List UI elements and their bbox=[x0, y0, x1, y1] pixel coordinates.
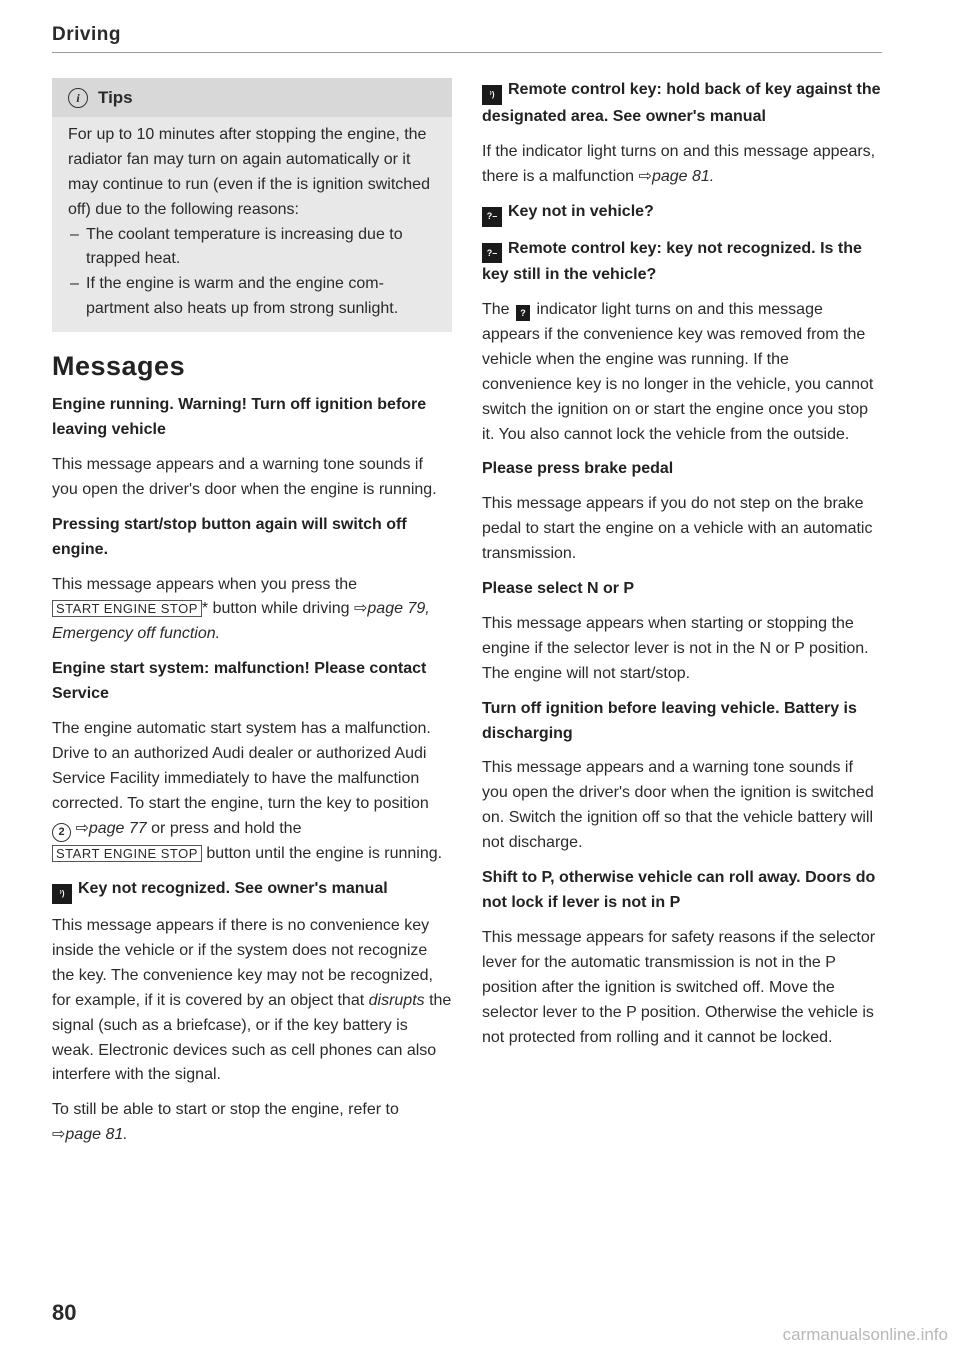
message-body: This message appears and a warning tone sounds if you open the driver's door when the ignition is switched on. Switch the ignition off so that the vehicle battery will not discharge. bbox=[482, 759, 874, 852]
text-run: indicator light turns on and this message appears if the convenience key was removed from the vehicle when the engine was running. If the convenience key is no longer in the vehicle, you cannot switch the ignition on or start the engine once you stop it. You also cannot lock the vehicle from the outside. bbox=[482, 300, 874, 443]
message-heading: Engine running. Warning! Turn off ignition before leaving vehicle bbox=[52, 396, 427, 438]
message-body bbox=[52, 573, 452, 648]
key-radio-icon: ⁾) bbox=[52, 884, 72, 904]
tips-intro: For up to 10 minutes after stopping the engine, the radiator fan may turn on again automatically or it may continue to run (even if the is ignition switched off) due to the following reasons: bbox=[68, 125, 430, 218]
text-run: To still be able to start or stop the engine, refer to bbox=[52, 1101, 399, 1119]
left-column bbox=[52, 78, 452, 1158]
message-heading: Please press brake pedal bbox=[482, 460, 674, 478]
message-heading: Turn off ignition before leaving vehicle. Battery is discharging bbox=[482, 699, 857, 742]
message-body bbox=[52, 914, 452, 1088]
heading-text: Remote control key: hold back of key against the designated area. See owner's manual bbox=[482, 81, 881, 126]
info-icon: i bbox=[68, 88, 88, 108]
tips-heading bbox=[52, 78, 452, 117]
message-heading bbox=[482, 237, 882, 288]
heading-text: Remote control key: key not recognized. Is the key still in the vehicle? bbox=[482, 239, 862, 284]
key-radio-icon: ⁾) bbox=[482, 85, 502, 105]
heading-text: Key not in vehicle? bbox=[508, 203, 654, 221]
message-body bbox=[482, 298, 882, 447]
message-heading bbox=[482, 78, 882, 130]
text-run: The engine automatic start system has a malfunction. Drive to an authorized Audi dealer or authorized Audi Service Facility immediately to have the malfunction corrected. To start the engine, turn the key to position bbox=[52, 720, 431, 812]
tips-title: Tips bbox=[98, 88, 133, 107]
section-title: Messages bbox=[52, 351, 186, 382]
start-engine-stop-key-label: START ENGINE STOP bbox=[52, 600, 202, 617]
page-reference-link[interactable]: ⇨page 79, Emergency off function. bbox=[52, 600, 430, 643]
message-body: This message appears and a warning tone sounds if you open the driver's door when the engine is running. bbox=[52, 455, 437, 498]
page-reference-link[interactable]: ⇨page 81. bbox=[52, 1126, 128, 1144]
message-body: This message appears for safety reasons if the selector lever for the automatic transmission is not in the P position after the ignition is switched off. Move the selector lever to the P position. Otherwise the vehicle is not protected from rolling and it cannot be locked. bbox=[482, 928, 876, 1046]
page-reference-link[interactable]: ⇨page 77 bbox=[75, 819, 147, 837]
text-run: This message appears when you press the bbox=[52, 575, 358, 593]
key-question-icon: ? bbox=[516, 305, 530, 321]
page-number: 80 bbox=[52, 1300, 77, 1325]
message-heading: Pressing start/stop button again will switch off engine. bbox=[52, 515, 407, 558]
tips-box bbox=[52, 78, 452, 332]
page-header-title: Driving bbox=[52, 24, 882, 53]
start-engine-stop-key-label: START ENGINE STOP bbox=[52, 845, 202, 862]
list-item: – The coolant temperature is increasing due to trapped heat. bbox=[68, 223, 438, 273]
message-heading: Please select N or P bbox=[482, 580, 635, 598]
text-run: the signal (such as a briefcase), or if the key battery is weak. Electronic devices such as cell phones can also interfere with the signal. bbox=[52, 991, 452, 1084]
text-run: * button while driving bbox=[201, 600, 350, 618]
text-run: If the indicator light turns on and this message appears, there is a malfunction bbox=[482, 143, 876, 186]
text-run: or press and hold the bbox=[146, 819, 302, 837]
page-reference-link[interactable]: ⇨page 81. bbox=[638, 168, 715, 186]
list-item: – If the engine is warm and the engine compartment also heats up from strong sunlight. bbox=[68, 272, 438, 322]
message-body: This message appears when starting or stopping the engine if the selector lever is not in the N or P position. The engine will not start/stop. bbox=[482, 614, 869, 682]
key-question-icon: ?– bbox=[482, 243, 502, 263]
position-number-icon: 2 bbox=[52, 823, 71, 842]
watermark-text: carmanualsonline.info bbox=[782, 1325, 948, 1344]
message-heading bbox=[482, 200, 882, 226]
text-run: This message appears if there is no convenience key inside the vehicle or if the system does not recognize the key. The convenience key may not be recognized, for example, if it is covered by an object that bbox=[52, 916, 433, 1009]
message-heading: Shift to P, otherwise vehicle can roll away. Doors do not lock if lever is not in P bbox=[482, 869, 876, 912]
right-column bbox=[482, 78, 882, 1060]
message-heading bbox=[52, 877, 452, 904]
text-run: button until the engine is running. bbox=[201, 844, 443, 862]
message-body bbox=[52, 717, 452, 866]
message-heading: Engine start system: malfunction! Please contact Service bbox=[52, 660, 427, 703]
key-question-icon: ?– bbox=[482, 207, 502, 227]
emphasis-text: disrupts bbox=[368, 991, 425, 1009]
heading-text: Key not recognized. See owner's manual bbox=[78, 879, 388, 897]
text-run: The bbox=[482, 300, 510, 318]
message-body bbox=[52, 1098, 452, 1148]
tips-list bbox=[68, 223, 438, 323]
message-body bbox=[482, 140, 882, 190]
message-body: This message appears if you do not step on the brake pedal to start the engine on a vehicle with an automatic transmission. bbox=[482, 495, 873, 563]
